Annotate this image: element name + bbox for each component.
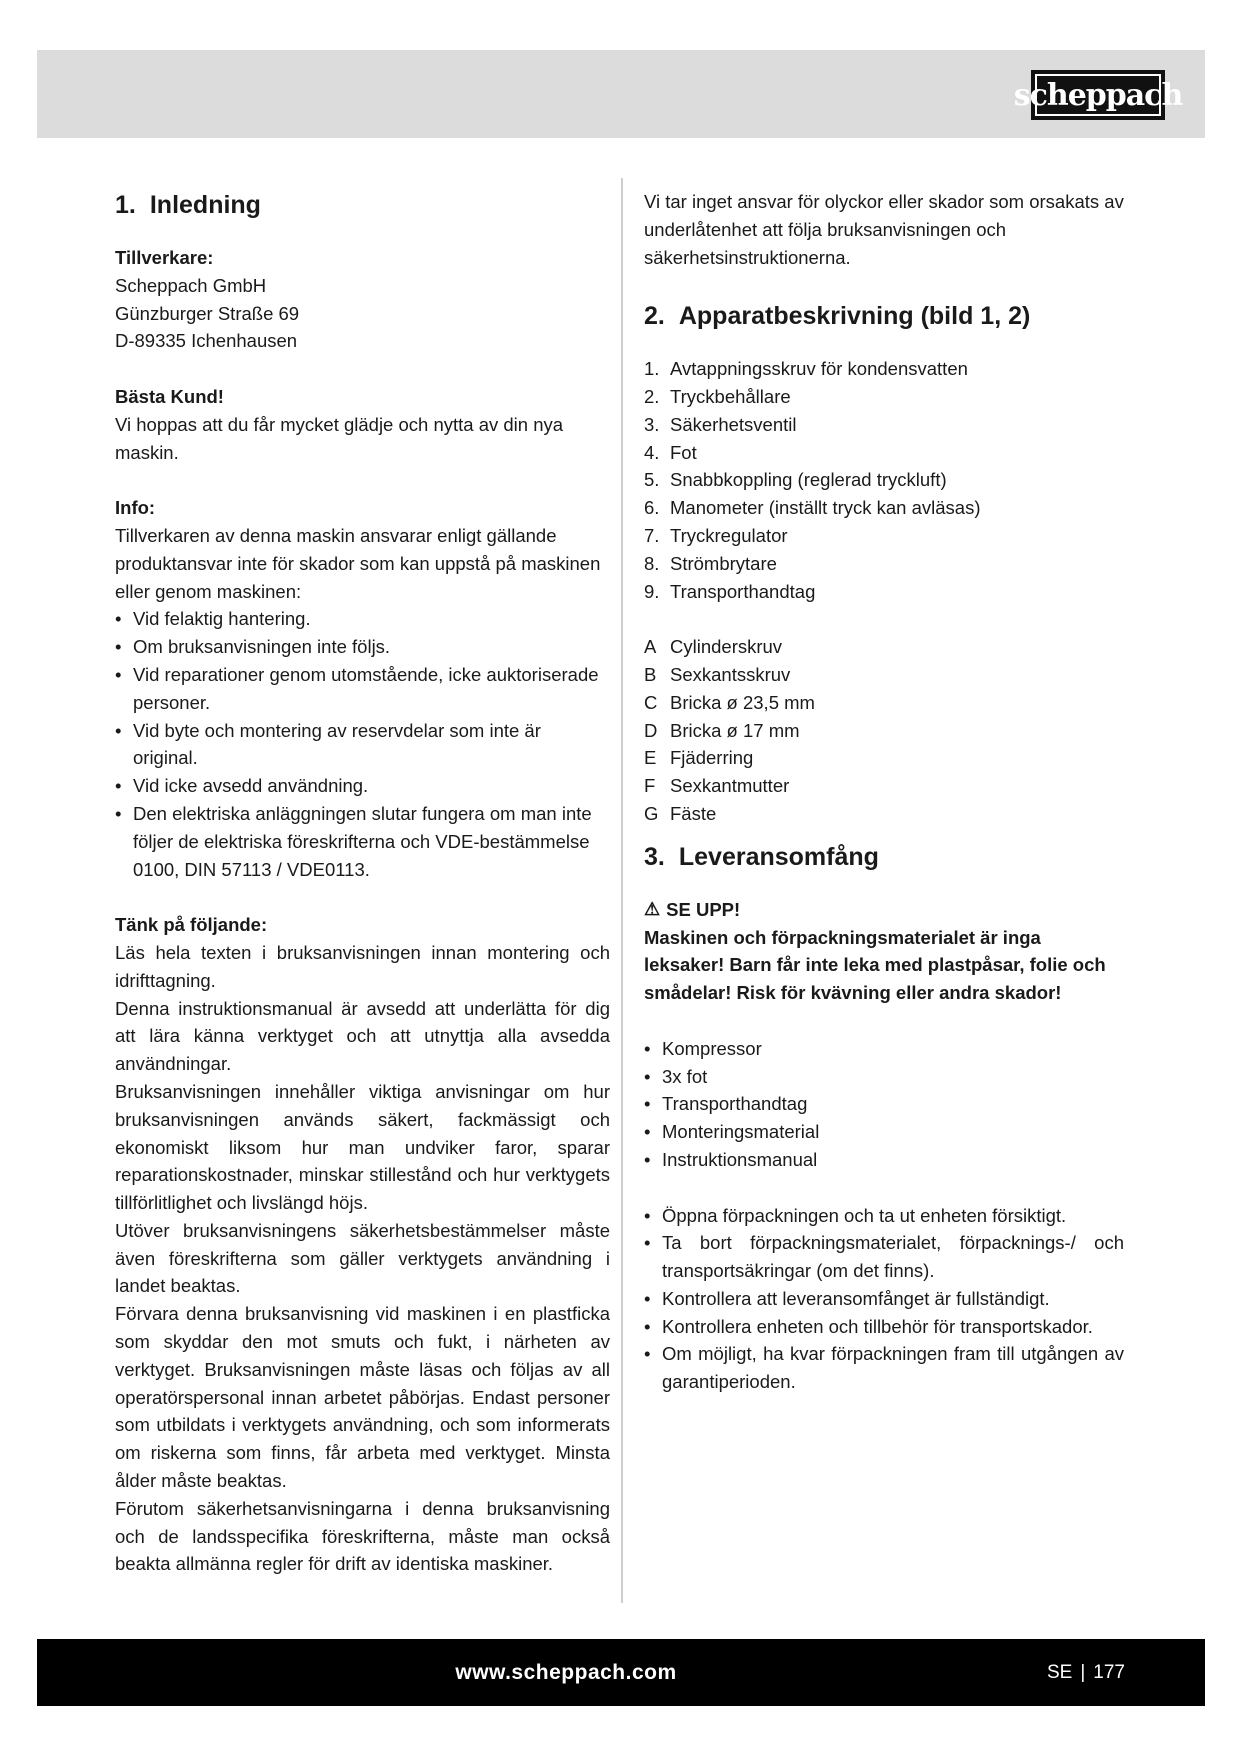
list-item: C Bricka ø 23,5 mm — [644, 691, 815, 713]
list-item: A Cylinderskruv — [644, 636, 783, 658]
section-1-heading: 1. Inledning — [115, 191, 261, 219]
section-2-heading: 2. Apparatbeskrivning (bild 1, 2) — [644, 302, 1031, 331]
list-item: G Fäste — [644, 802, 717, 824]
unpacking-steps-list — [644, 1202, 1124, 1397]
list-item: • Öppna förpackningen och ta ut enheten försiktigt. — [644, 1202, 1124, 1230]
list-item: • 3x fot — [644, 1063, 1124, 1091]
list-item: • Transporthandtag — [644, 1090, 1124, 1118]
note-paragraph: Förutom säkerhetsanvisningarna i denna bruksanvisning och de landsspecifika föreskrifterna, måste man också beakta allmänna regler för drift av identiska maskiner. — [115, 1497, 610, 1575]
list-item: • Kompressor — [644, 1035, 1124, 1063]
website-link[interactable]: www.scheppach.com — [455, 1661, 677, 1684]
list-item: 2. Tryckbehållare — [644, 385, 791, 407]
list-item: • Instruktionsmanual — [644, 1146, 1124, 1174]
note-paragraph: Bruksanvisningen innehåller viktiga anvisningar om hur bruksanvisningen används säkert, fackmässigt och ekonomiskt liksom hur man undviker faror, sparar reparationskostnader, minskar stillestånd och hur verktygets tillförlitlighet och livslängd höjs. — [115, 1080, 610, 1214]
page-number: SE | 177 — [1047, 1662, 1125, 1683]
note-paragraph: Denna instruktionsmanual är avsedd att underlätta för dig att lära känna verktyget och att utnyttja alla avsedda användningar. — [115, 997, 610, 1075]
list-item: • Vid icke avsedd användning. — [115, 772, 610, 800]
list-item: 7. Tryckregulator — [644, 524, 788, 546]
list-item: • Om möjligt, ha kvar förpackningen fram till utgången av garantiperioden. — [644, 1340, 1124, 1396]
list-item: • Om bruksanvisningen inte följs. — [115, 633, 610, 661]
list-item: 4. Fot — [644, 441, 697, 463]
list-item: • Kontrollera att leveransomfånget är fullständigt. — [644, 1285, 1124, 1313]
parts-list-lettered — [644, 633, 1124, 828]
list-item: • Ta bort förpackningsmaterialet, förpacknings-/ och transportsäkringar (om det finns). — [644, 1229, 1124, 1285]
info-text: Tillverkaren av denna maskin ansvarar enligt gällande produktansvar inte för skador som kan uppstå på maskinen eller genom maskinen: — [115, 524, 601, 602]
list-item: 9. Transporthandtag — [644, 580, 816, 602]
note-paragraph: Läs hela texten i bruksanvisningen innan montering och idrifttagning. — [115, 941, 610, 991]
dear-customer-label: Bästa Kund! — [115, 385, 224, 407]
list-item: • Vid reparationer genom utomstående, icke auktoriserade personer. — [115, 661, 610, 717]
list-item: F Sexkantmutter — [644, 775, 790, 797]
manufacturer-line: Günzburger Straße 69 — [115, 302, 300, 324]
manufacturer-line: D-89335 Ichenhausen — [115, 330, 298, 352]
list-item: • Den elektriska anläggningen slutar fungera om man inte följer de elektriska föreskrifterna och VDE-bestämmelse 0100, DIN 57113 / VDE0113. — [115, 800, 610, 883]
column-divider — [621, 178, 623, 1603]
dear-customer-text: Vi hoppas att du får mycket glädje och nytta av din nya maskin. — [115, 413, 564, 463]
warning-text: Maskinen och förpackningsmaterialet är inga leksaker! Barn får inte leka med plastpåsar, folie och smådelar! Risk för kvävning eller andra skador! — [644, 926, 1106, 1004]
parts-list-numbered — [644, 355, 1124, 605]
info-label: Info: — [115, 497, 156, 519]
warning-title: ⚠ SE UPP! — [644, 896, 1124, 924]
list-item: 6. Manometer (inställt tryck kan avläsas) — [644, 497, 981, 519]
list-item: 1. Avtappningsskruv för kondensvatten — [644, 358, 968, 380]
list-item: • Kontrollera enheten och tillbehör för transportskador. — [644, 1313, 1124, 1341]
left-column — [115, 188, 610, 1578]
scope-of-delivery-list — [644, 1035, 1124, 1174]
list-item: B Sexkantsskruv — [644, 663, 791, 685]
right-column — [644, 188, 1124, 1396]
page-footer — [37, 1639, 1205, 1706]
note-label: Tänk på följande: — [115, 914, 268, 936]
list-item: • Vid felaktig hantering. — [115, 605, 610, 633]
list-item: 8. Strömbrytare — [644, 552, 777, 574]
list-item: 5. Snabbkoppling (reglerad tryckluft) — [644, 469, 947, 491]
liability-list — [115, 605, 610, 883]
list-item: E Fjäderring — [644, 747, 754, 769]
page-header — [37, 50, 1205, 138]
disclaimer-text: Vi tar inget ansvar för olyckor eller skador som orsakats av underlåtenhet att följa bruksanvisningen och säkerhetsinstruktionerna. — [644, 191, 1124, 268]
manufacturer-label: Tillverkare: — [115, 247, 214, 268]
manufacturer-line: Scheppach GmbH — [115, 274, 267, 296]
warning-triangle-icon: ⚠ — [644, 898, 661, 919]
list-item: D Bricka ø 17 mm — [644, 719, 800, 741]
note-paragraph: Förvara denna bruksanvisning vid maskinen i en plastficka som skyddar den mot smuts och fukt, i närheten av verktyget. Bruksanvisningen måste läsas och följas av all operatörspersonal innan arbetet påbörjas. Endast personer som utbildats i verktygets användning, och som informerats om riskerna som finns, får arbeta med verktyget. Minsta ålder måste beaktas. — [115, 1303, 610, 1492]
scheppach-logo: scheppach — [1031, 70, 1165, 120]
list-item: 3. Säkerhetsventil — [644, 413, 797, 435]
section-3-heading: 3. Leveransomfång — [644, 842, 879, 871]
note-paragraph: Utöver bruksanvisningens säkerhetsbestämmelser måste även föreskrifterna som gäller verktygets användning i landet beaktas. — [115, 1219, 610, 1297]
list-item: • Monteringsmaterial — [644, 1118, 1124, 1146]
list-item: • Vid byte och montering av reservdelar som inte är original. — [115, 717, 610, 773]
